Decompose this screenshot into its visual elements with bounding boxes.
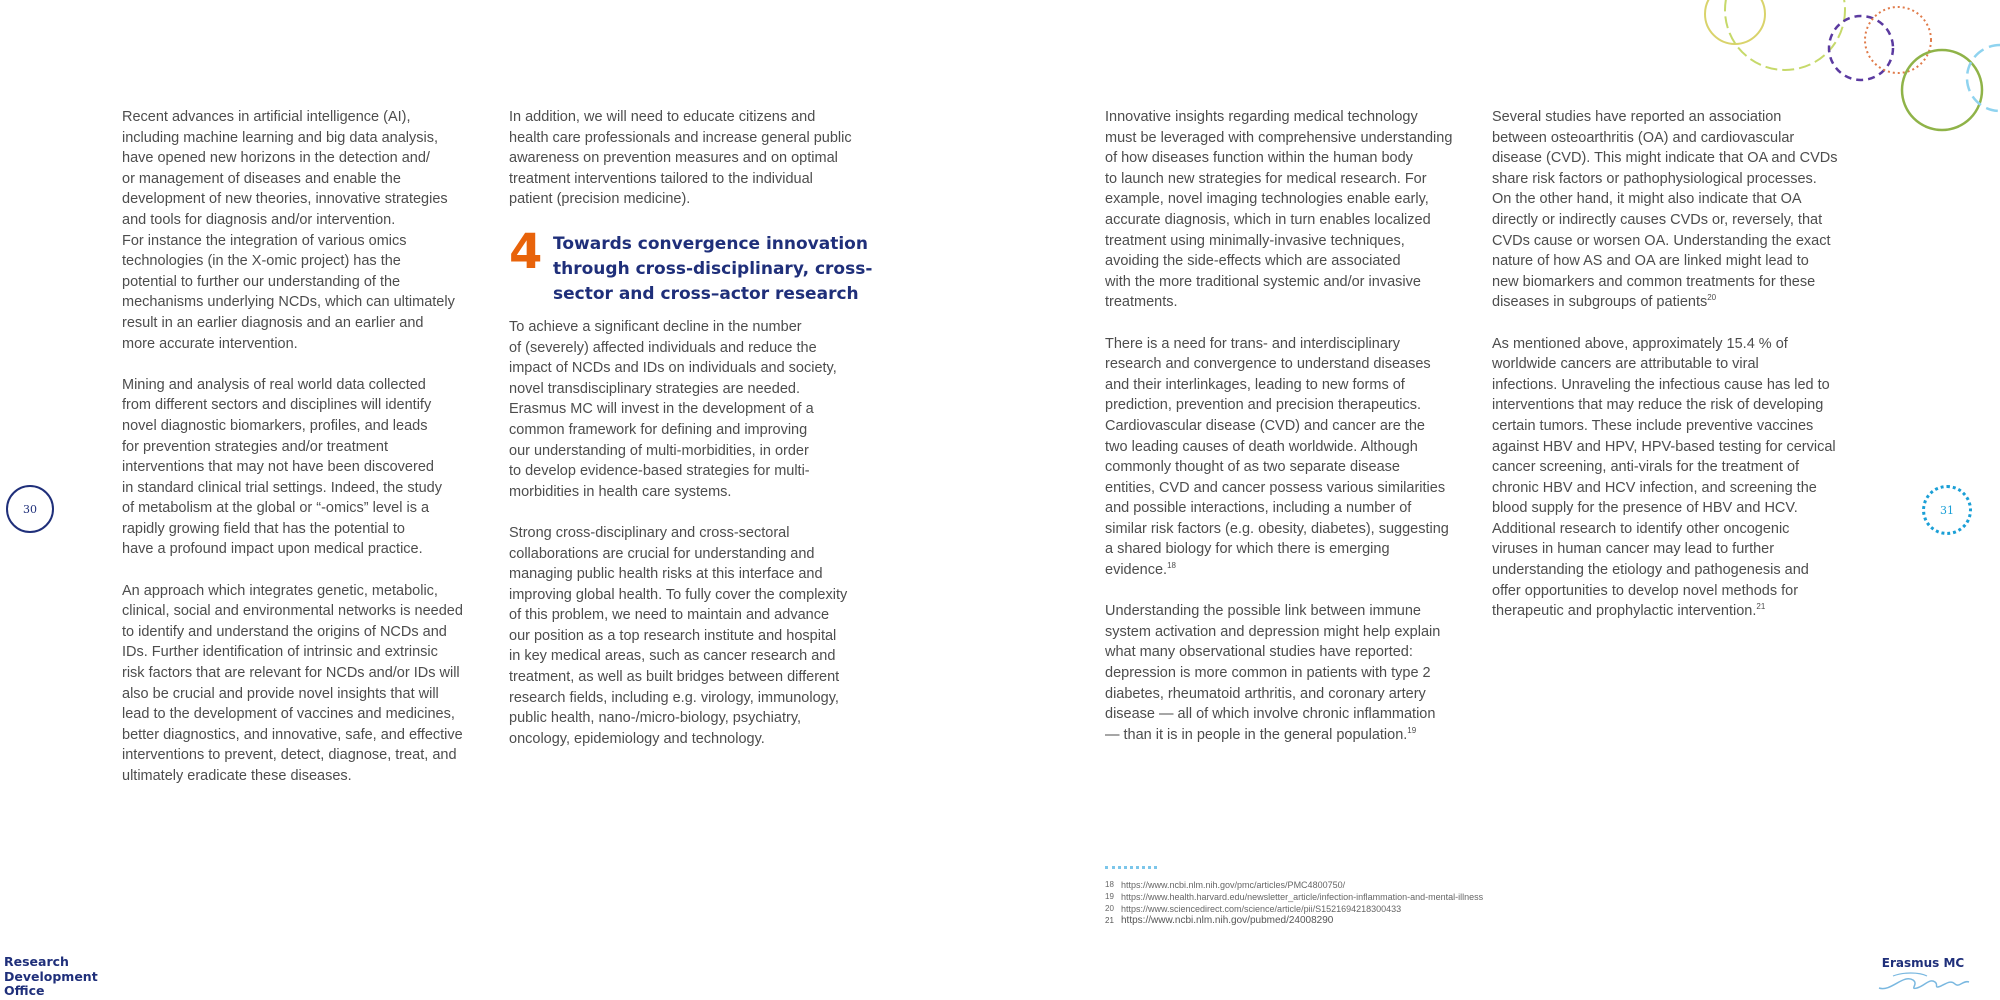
paragraph bbox=[1492, 107, 1857, 313]
footnote-link[interactable]: https://www.sciencedirect.com/science/article/pii/S1521694218300433 bbox=[1121, 904, 1402, 914]
erasmus-mc-wordmark: Erasmus MC bbox=[1881, 956, 1965, 970]
paragraph bbox=[1105, 334, 1470, 581]
left-page-column-1 bbox=[122, 107, 487, 807]
section-heading bbox=[509, 223, 874, 307]
footnote bbox=[1105, 915, 1625, 927]
page-number-left bbox=[6, 485, 54, 533]
footnote-divider bbox=[1105, 866, 1157, 873]
paragraph: Innovative insights regarding medical technology must be leveraged with comprehensive understanding of how diseases function within the human body to launch new strategies for medical research. For example, novel imaging technologies enable early, accurate diagnosis, which in turn enables localized treatment using minimally-invasive techniques, avoiding the side-effects which are associated with the more traditional systemic and/or invasive treatments. bbox=[1105, 109, 1453, 311]
paragraph: Recent advances in artificial intelligence (AI), including machine learning and big data analysis, have opened new horizons in the detection and/ or management of diseases and enable the development of new theories, innovative strategies and tools for diagnosis and/or intervention. For instance the integration of various omics technologies (in the X-omic project) has the potential to further our understanding of the mechanisms underlying NCDs, which can ultimately result in an earlier diagnosis and an earlier and more accurate intervention. bbox=[122, 109, 455, 352]
paragraph: To achieve a significant decline in the number of (severely) affected individuals and reduce the impact of NCDs and IDs on individuals and society, novel transdisciplinary strategies are needed. Erasmus MC will invest in the development of a common framework for defining and improving our understanding of multi-morbidities, in order to develop evidence-based strategies for multi- morbidities in health care systems. bbox=[509, 318, 837, 500]
paragraph: Strong cross-disciplinary and cross-sectoral collaborations are crucial for understanding and managing public health risks at this interface and improving global health. To fully cover the complexity of this problem, we need to maintain and advance our position as a top research institute and hospital in key medical areas, such as cancer research and treatment, as well as built bridges between different research fields, including e.g. virology, immunology, public health, nano-/micro-biology, psychiatry, oncology, epidemiology and technology. bbox=[509, 524, 848, 747]
footnote-ref[interactable]: 20 bbox=[1707, 293, 1717, 303]
footnote-ref[interactable]: 19 bbox=[1407, 725, 1417, 735]
section-number: 4 bbox=[509, 223, 543, 280]
footnote-number: 21 bbox=[1105, 916, 1114, 925]
paragraph bbox=[1105, 601, 1470, 745]
footnote-link[interactable]: https://www.ncbi.nlm.nih.gov/pubmed/24008290 bbox=[1121, 915, 1334, 926]
page-number-right bbox=[1922, 485, 1972, 535]
paragraph-text: There is a need for trans- and interdisciplinary research and convergence to understand diseases and their interlinkages, leading to new forms of prediction, prevention and precision therapeutics. Cardiovascular disease (CVD) and cancer are the two leading causes of death worldwide. Although commonly thought of as two separate disease entities, CVD and cancer possess various similarities and possible interactions, including a number of similar risk factors (e.g. obesity, diabetes), suggesting a shared biology for which there is emerging evidence. bbox=[1105, 335, 1449, 579]
paragraph-text: As mentioned above, approximately 15.4 % of worldwide cancers are attributable to viral infections. Unraveling the infectious cause has led to interventions that may reduce the risk of developing certain tumors. These include preventive vaccines against HBV and HPV, HPV-based testing for cervical cancer screening, anti-virals for the treatment of chronic HBV and HCV infection, and screening the blood supply for the presence of HBV and HCV. Additional research to identify other oncogenic viruses in human cancer may lead to further understanding the etiology and pathogenesis and offer opportunities to develop novel methods for therapeutic and prophylactic intervention. bbox=[1492, 335, 1836, 620]
paragraph: An approach which integrates genetic, metabolic, clinical, social and environmental networks is needed to identify and understand the origins of NCDs and IDs. Further identification of intrinsic and extrinsic risk factors that are relevant for NCDs and/or IDs will also be crucial and provide novel insights that will lead to the development of vaccines and medicines, better diagnostics, and innovative, safe, and effective interventions to prevent, detect, diagnose, treat, and ultimately eradicate these diseases. bbox=[122, 582, 463, 784]
erasmus-signature-icon bbox=[1873, 970, 1973, 994]
page-number-text: 31 bbox=[1940, 503, 1954, 517]
paragraph-text: Several studies have reported an association between osteoarthritis (OA) and cardiovascular disease (CVD). This might indicate that OA and CVDs share risk factors or pathophysiological processes. On the other hand, it might also indicate that OA directly or indirectly causes CVDs or, reversely, that CVDs cause or worsen OA. Understanding the exact nature of how AS and OA are linked might lead to new biomarkers and common treatments for these diseases in subgroups of patients bbox=[1492, 109, 1838, 311]
left-page-column-2 bbox=[509, 107, 874, 770]
erasmus-mc-logo bbox=[1868, 956, 1978, 994]
right-page-column-1 bbox=[1105, 107, 1470, 766]
footnote bbox=[1105, 903, 1625, 915]
paragraph: Mining and analysis of real world data collected from different sectors and disciplines will identify novel diagnostic biomarkers, profiles, and leads for prevention strategies and/or treatment interventions that may not have been discovered in standard clinical trial settings. Indeed, the study of metabolism at the global or “-omics” level is a rapidly growing field that has the potential to have a profound impact upon medical practice. bbox=[122, 376, 442, 558]
footnote-number: 19 bbox=[1105, 892, 1114, 901]
footnote-link[interactable]: https://www.health.harvard.edu/newsletter_article/infection-inflammation-and-mental-illness bbox=[1121, 892, 1484, 902]
footnote bbox=[1105, 879, 1625, 891]
footnote-number: 18 bbox=[1105, 880, 1114, 889]
right-page-column-2 bbox=[1492, 107, 1857, 642]
paragraph-text: Understanding the possible link between immune system activation and depression might help explain what many observational studies have reported: depression is more common in patients with type 2 diabetes, rheumatoid arthritis, and coronary artery disease — all of which involve chronic inflammation — than it is in people in the general population. bbox=[1105, 603, 1441, 743]
footnote-link[interactable]: https://www.ncbi.nlm.nih.gov/pmc/articles/PMC4800750/ bbox=[1121, 880, 1346, 890]
paragraph: In addition, we will need to educate citizens and health care professionals and increase general public awareness on prevention measures and on optimal treatment interventions tailored to the individual patient (precision medicine). bbox=[509, 109, 852, 208]
footnote-number: 20 bbox=[1105, 904, 1114, 913]
footnote bbox=[1105, 891, 1625, 903]
footnote-ref[interactable]: 18 bbox=[1167, 561, 1176, 571]
section-title: Towards convergence innovation through cross-disciplinary, cross- sector and cross–actor research bbox=[553, 233, 873, 304]
paragraph bbox=[1492, 334, 1857, 622]
footnote-ref[interactable]: 21 bbox=[1756, 602, 1766, 612]
research-development-office-logo: Research Development Office bbox=[4, 954, 98, 998]
page-number-text: 30 bbox=[23, 502, 37, 516]
footnotes bbox=[1105, 866, 1625, 927]
